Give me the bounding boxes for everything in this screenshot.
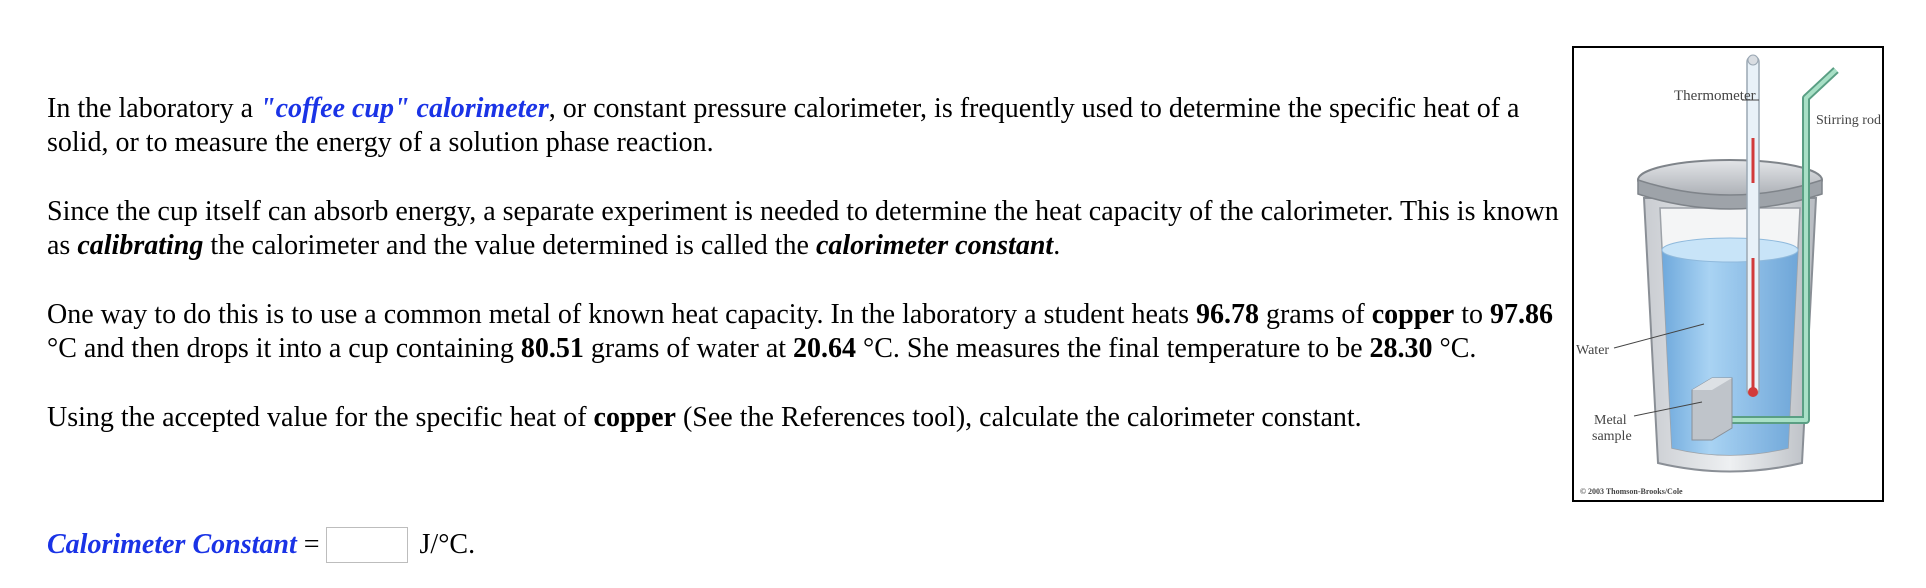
thermometer-label: Thermometer	[1674, 88, 1756, 104]
copyright-label: © 2003 Thomson-Brooks/Cole	[1580, 487, 1683, 496]
sample-label: sample	[1592, 429, 1632, 444]
calorimeter-constant-label: Calorimeter Constant	[47, 529, 297, 560]
thermometer-mercury-upper	[1752, 138, 1755, 183]
paragraph-calibration: Since the cup itself can absorb energy, a separate experiment is needed to determine the heat capacity of the calorimeter. This is known as calibrating the calorimeter and the value determined is called the calorimeter constant.	[47, 196, 1559, 261]
calorimeter-illustration	[1574, 48, 1884, 502]
final-temperature: 28.30	[1369, 333, 1433, 364]
water-label: Water	[1576, 343, 1610, 358]
equals-sign: =	[296, 529, 320, 560]
metal-temperature: 97.86	[1489, 299, 1553, 330]
calorimeter-constant-input[interactable]	[326, 527, 408, 563]
thermometer-mercury	[1752, 258, 1755, 388]
water-mass: 80.51	[520, 333, 584, 364]
stirring-rod-label: Stirring rod	[1816, 113, 1881, 128]
paragraph-intro: In the laboratory a "coffee cup" calorimeter, or constant pressure calorimeter, is frequently used to determine the specific heat of a solid, or to measure the energy of a solution phase reaction.	[47, 93, 1520, 158]
metal-name-2: copper	[593, 402, 676, 433]
thermometer-top	[1748, 55, 1758, 65]
metal-name: copper	[1371, 299, 1455, 330]
calibrating-term: calibrating	[77, 230, 204, 261]
question-text	[47, 92, 1587, 470]
water-temperature: 20.64	[793, 333, 857, 364]
coffee-cup-calorimeter-link[interactable]: "coffee cup" calorimeter	[260, 93, 549, 124]
metal-mass: 96.78	[1195, 299, 1259, 330]
thermometer-bulb	[1748, 387, 1758, 397]
water-surface	[1662, 238, 1798, 262]
answer-row	[47, 525, 475, 565]
calorimeter-constant-term: calorimeter constant	[815, 230, 1054, 261]
paragraph-task: Using the accepted value for the specific heat of copper (See the References tool), calculate the calorimeter constant.	[47, 402, 1362, 433]
unit-label: J/°C.	[419, 529, 476, 560]
paragraph-experiment: One way to do this is to use a common metal of known heat capacity. In the laboratory a student heats 96.78 grams of copper to 97.86 °C and then drops it into a cup containing 80.51 grams of water at 20.64 °C. She measures the final temperature to be 28.30 °C.	[47, 299, 1553, 364]
calorimeter-diagram	[1572, 46, 1884, 502]
metal-label: Metal	[1594, 413, 1627, 428]
